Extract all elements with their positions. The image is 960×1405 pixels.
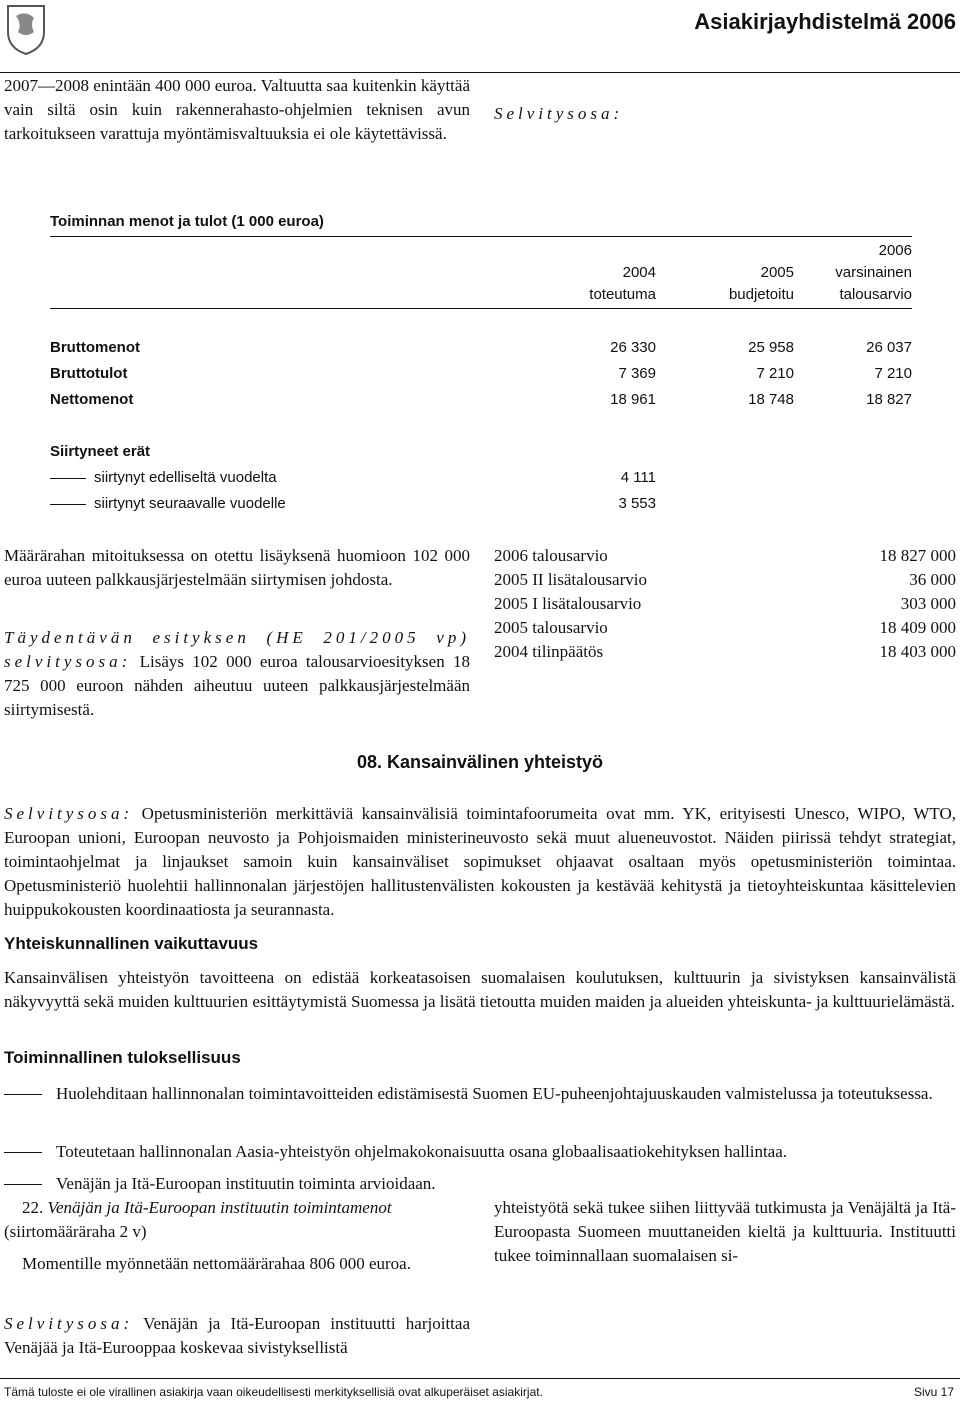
transfer-cell: 4 111 <box>620 469 656 486</box>
bullet-item: Toteutetaan hallinnonalan Aasia-yhteistyön ohjelmakokonaisuutta osana globaalisaatiokehityksen hallintaa. <box>4 1140 956 1164</box>
selvitysosa-label: Selvitysosa: <box>494 104 624 123</box>
table-header-rule <box>50 308 912 309</box>
col-2004-header: 2004 toteutuma <box>589 264 656 303</box>
budget-label: 2006 talousarvio <box>494 546 608 565</box>
table-cell: 26 037 <box>866 339 912 356</box>
document-title: Asiakirjayhdistelmä 2006 <box>694 9 956 34</box>
budget-label: 2004 tilinpäätös <box>494 642 604 661</box>
table-cell: 25 958 <box>748 339 794 356</box>
supplementary-paragraph: Täydentävän esityksen (HE 201/2005 vp) selvitysosa: Lisäys 102 000 euroa talousarvioesityksen 18 725 000 euroon nähden aiheutuu uuteen palkkausjärjestelmään siirtymisestä. <box>4 628 470 719</box>
table-cell: 26 330 <box>610 339 656 356</box>
col-2005-header: 2005 budjetoitu <box>728 264 794 303</box>
table-cell: 18 748 <box>748 391 794 408</box>
performance-heading: Toiminnallinen tuloksellisuus <box>4 1048 241 1067</box>
item-22-paragraph: Momentille myönnetään nettomäärärahaa 806 000 euroa. <box>22 1254 411 1273</box>
table-row-label: Bruttotulot <box>50 365 128 382</box>
bullet-item: Venäjän ja Itä-Euroopan instituutin toiminta arvioidaan. <box>4 1172 956 1196</box>
budget-label: 2005 II lisätalousarvio <box>494 570 647 589</box>
budget-label: 2005 I lisätalousarvio <box>494 594 642 613</box>
table-row-label: Nettomenot <box>50 391 134 408</box>
footer-rule <box>0 1378 960 1379</box>
budget-label: 2005 talousarvio <box>494 618 608 637</box>
col-2006-header: 2006 varsinainen talousarvio <box>835 242 912 303</box>
budget-value: 303 000 <box>900 594 956 613</box>
budget-value: 18 403 000 <box>879 642 956 661</box>
impact-heading: Yhteiskunnallinen vaikuttavuus <box>4 934 259 953</box>
table-cell: 7 369 <box>618 365 656 382</box>
section-heading: 08. Kansainvälinen yhteistyö <box>356 752 604 772</box>
footer-note: Tämä tuloste ei ole virallinen asiakirja vaan oikeudellisesti merkityksellisiä ovat alkuperäiset asiakirjat. <box>4 1385 543 1399</box>
table-cell: 18 827 <box>866 391 912 408</box>
header-rule <box>0 72 960 73</box>
item-22-selvitys: Selvitysosa: Venäjän ja Itä-Euroopan instituutti harjoittaa Venäjää ja Itä-Eurooppaa koskevaa sivistyksellistä <box>4 1314 470 1357</box>
transfers-title: Siirtyneet erät <box>50 443 151 460</box>
dash-icon <box>50 478 86 479</box>
table-cell: 7 210 <box>874 365 912 382</box>
dash-icon <box>4 1152 42 1153</box>
dash-icon <box>4 1184 42 1185</box>
item-22-title: 22. Venäjän ja Itä-Euroopan instituutin toimintamenot (siirtomääräraha 2 v) <box>4 1198 392 1241</box>
dash-icon <box>4 1094 42 1095</box>
item-22-right-column: yhteistyötä sekä tukee siihen liittyvää tutkimusta ja Venäjältä ja Itä-Euroopasta Suomeen muuttaneiden kieltä ja kulttuuria. Instituutti tukee toiminnallaan suomalaisen si- <box>494 1198 956 1265</box>
transfer-cell: 3 553 <box>618 495 656 512</box>
transfer-row-label: siirtynyt seuraavalle vuodelle <box>50 492 286 516</box>
table-top-rule <box>50 236 912 237</box>
dash-icon <box>50 504 86 505</box>
coat-of-arms-icon <box>4 2 48 56</box>
budget-value: 18 409 000 <box>879 618 956 637</box>
intro-paragraph: 2007—2008 enintään 400 000 euroa. Valtuutta saa kuitenkin käyttää vain siltä osin kuin rakennerahasto-ohjelmien teknisen avun tarkoitukseen varattuja myöntämisvaltuuksia ei ole käytettävissä. <box>4 76 470 143</box>
table-title: Toiminnan menot ja tulot (1 000 euroa) <box>50 213 324 230</box>
section-08-paragraph: Selvitysosa: Opetusministeriön merkittäviä kansainvälisiä toimintafoorumeita ovat mm. YK, erityisesti Unesco, WIPO, WTO, Euroopan unioni, Euroopan neuvosto ja Pohjoismaiden ministerineuvosto sekä muut alueneuvostot. Näiden piirissä tehdyt strategiat, toimintaohjelmat ja linjaukset samoin kuin kansainväliset sopimukset ohjaavat osaltaan myös opetusministeriön toimintaa. Opetusministeriö huolehtii hallinnonalan järjestöjen hallitustenvälisten kokousten ja kestävää kehitystä ja tietoyhteiskuntaa käsittelevien huippukokousten koordinaatiosta ja seurannasta. <box>4 804 957 919</box>
budget-value: 18 827 000 <box>879 546 956 565</box>
impact-paragraph: Kansainvälisen yhteistyön tavoitteena on edistää korkeatasoisen suomalaisen koulutuksen, kulttuurin ja sivistyksen kansainvälistä näkyvyyttä sekä muiden kulttuurien esittäytymistä Suomessa ja lisätä tietoutta muiden maiden ja alueiden yhteiskunta- ja kulttuurielämästä. <box>4 968 956 1011</box>
transfer-row-label: siirtynyt edelliseltä vuodelta <box>50 466 277 490</box>
budget-value: 36 000 <box>909 570 956 589</box>
bullet-item: Huolehditaan hallinnonalan toimintavoitteiden edistämisestä Suomen EU-puheenjohtajuuskauden valmistelussa ja toteutuksessa. <box>4 1082 956 1106</box>
table-cell: 18 961 <box>610 391 656 408</box>
table-row-label: Bruttomenot <box>50 339 140 356</box>
page-number: Sivu 17 <box>913 1385 954 1399</box>
table-cell: 7 210 <box>756 365 794 382</box>
appropriation-paragraph: Määrärahan mitoituksessa on otettu lisäyksenä huomioon 102 000 euroa uuteen palkkausjärjestelmään siirtymisen johdosta. <box>4 546 470 589</box>
